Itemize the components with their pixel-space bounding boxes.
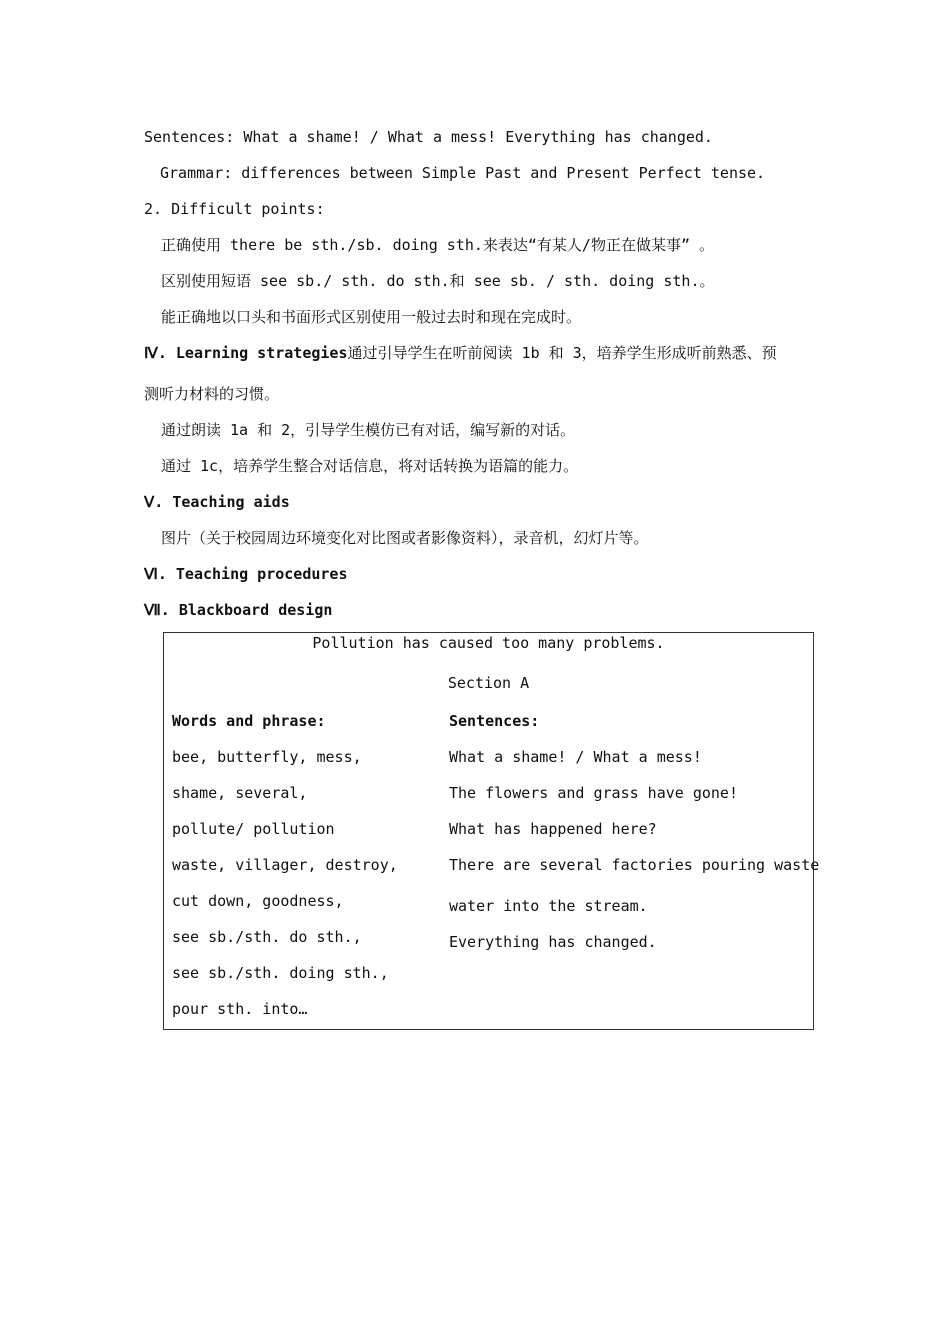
word-item: waste, villager, destroy, xyxy=(172,856,398,874)
sentence-item: There are several factories pouring waste xyxy=(449,856,820,874)
sentences-header: Sentences: xyxy=(449,712,540,730)
strategy-3: 通过 1c，培养学生整合对话信息，将对话转换为语篇的能力。 xyxy=(161,457,579,475)
word-item: bee, butterfly, mess, xyxy=(172,748,362,766)
board-section: Section A xyxy=(447,674,530,692)
sentence-item: water into the stream. xyxy=(449,897,648,915)
teaching-aids-text: 图片（关于校园周边环境变化对比图或者影像资料），录音机，幻灯片等。 xyxy=(161,529,649,547)
difficult-points-heading: 2. Difficult points: xyxy=(144,200,325,218)
word-item: see sb./sth. doing sth., xyxy=(172,964,389,982)
difficult-point-1: 正确使用 there be sth./sb. doing sth.来表达“有某人/物正在做某事” 。 xyxy=(161,236,715,254)
sentences-line: Sentences: What a shame! / What a mess! Everything has changed. xyxy=(144,128,713,146)
grammar-line: Grammar: differences between Simple Past and Present Perfect tense. xyxy=(160,164,766,182)
word-item: pour sth. into… xyxy=(172,1000,308,1018)
blackboard-box xyxy=(163,632,820,1030)
learning-strategies-continuation: 测听力材料的习惯。 xyxy=(144,385,280,403)
sentence-item: What has happened here? xyxy=(449,820,657,838)
learning-strategies-text: 通过引导学生在听前阅读 1b 和 3，培养学生形成听前熟悉、预 xyxy=(347,344,777,362)
word-item: cut down, goodness, xyxy=(172,892,344,910)
board-title: Pollution has caused too many problems. xyxy=(312,634,665,652)
strategy-2: 通过朗读 1a 和 2，引导学生模仿已有对话，编写新的对话。 xyxy=(161,421,576,439)
teaching-procedures-heading: Ⅵ. Teaching procedures xyxy=(144,565,348,583)
word-item: see sb./sth. do sth., xyxy=(172,928,362,946)
teaching-aids-heading: Ⅴ. Teaching aids xyxy=(144,493,290,511)
sentence-item: What a shame! / What a mess! xyxy=(449,748,702,766)
sentence-item: Everything has changed. xyxy=(449,933,657,951)
difficult-point-2: 区别使用短语 see sb./ sth. do sth.和 see sb. / sth. doing sth.。 xyxy=(161,272,715,290)
word-item: pollute/ pollution xyxy=(172,820,335,838)
learning-strategies-heading: Ⅳ. Learning strategies xyxy=(144,344,348,362)
difficult-point-3: 能正确地以口头和书面形式区别使用一般过去时和现在完成时。 xyxy=(161,308,582,326)
blackboard-design-heading: Ⅶ. Blackboard design xyxy=(144,601,333,619)
sentence-item: The flowers and grass have gone! xyxy=(449,784,738,802)
word-item: shame, several, xyxy=(172,784,308,802)
learning-strategies-line xyxy=(144,343,777,363)
words-header: Words and phrase: xyxy=(172,712,326,730)
